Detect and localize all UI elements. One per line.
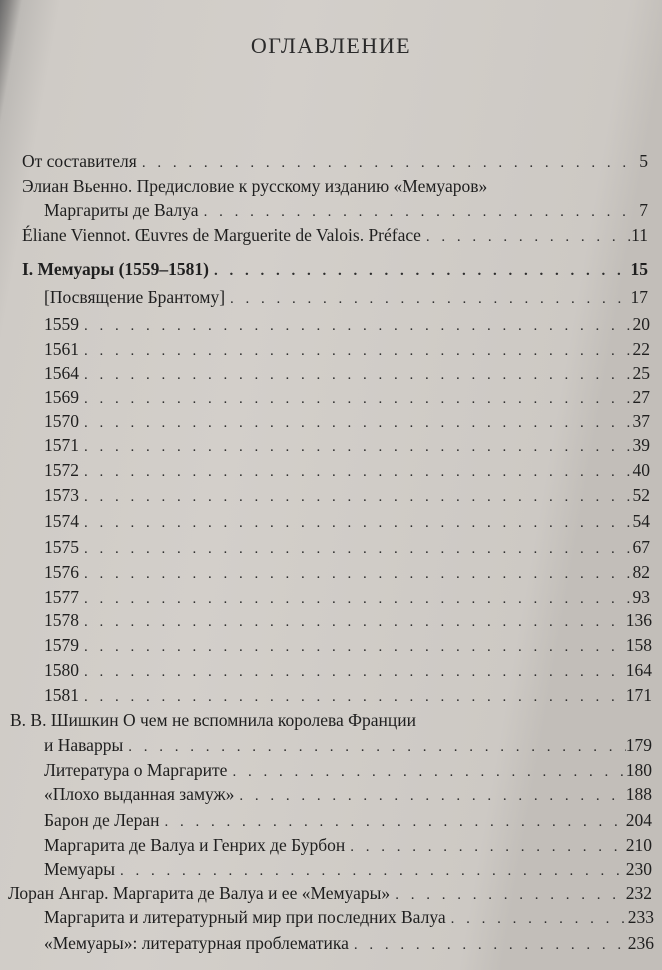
toc-entry-page: 233 <box>627 907 654 927</box>
dot-leader <box>227 761 625 783</box>
toc-entry-title: Лоран Ангар. Маргарита де Валуа и ее «Мемуары» <box>8 883 391 903</box>
dot-leader <box>123 736 626 758</box>
dot-leader <box>79 388 633 410</box>
toc-entry-title: Мемуары <box>44 859 115 879</box>
dot-leader <box>160 811 626 833</box>
toc-entry-page: 54 <box>632 511 650 531</box>
toc-entry-page: 40 <box>632 460 650 480</box>
toc-entry[interactable] <box>44 783 652 805</box>
toc-entry-page: 230 <box>625 859 652 879</box>
toc-entry-title: 1581 <box>44 685 79 705</box>
page-title: ОГЛАВЛЕНИЕ <box>250 33 412 58</box>
toc-entry-page: 236 <box>627 933 654 953</box>
toc-entry-page: 27 <box>632 387 650 407</box>
toc-entry[interactable] <box>44 932 654 954</box>
toc-entry-page: 188 <box>625 784 652 804</box>
toc-entry-title: 1572 <box>44 460 79 480</box>
toc-entry[interactable] <box>22 175 648 197</box>
toc-entry-title: «Плохо выданная замуж» <box>44 784 235 804</box>
toc-entry-page: 15 <box>630 259 648 279</box>
toc-entry[interactable] <box>44 434 650 456</box>
toc-entry-title: 1564 <box>44 363 79 383</box>
dot-leader <box>79 486 633 508</box>
toc-entry-title: Маргарита и литературный мир при последних Валуа <box>44 907 446 927</box>
toc-entry[interactable] <box>44 199 648 221</box>
toc-entry-page: 52 <box>632 485 650 505</box>
toc-entry-title: 1575 <box>44 537 79 557</box>
toc-entry-page: 179 <box>625 735 652 755</box>
dot-leader <box>390 884 626 906</box>
toc-entry-page: 136 <box>625 610 652 630</box>
toc-entry-page: 180 <box>625 760 652 780</box>
toc-entry[interactable] <box>44 338 650 360</box>
toc-entry-title: Элиан Вьенно. Предисловие к русскому изданию «Мемуаров» <box>22 176 488 196</box>
toc-entry[interactable] <box>44 858 652 880</box>
toc-entry-page: 164 <box>625 660 652 680</box>
toc-entry[interactable] <box>8 882 652 904</box>
toc-section-heading[interactable] <box>22 258 648 280</box>
dot-leader <box>79 661 626 683</box>
dot-leader <box>79 461 633 483</box>
toc-entry[interactable] <box>44 734 652 756</box>
toc-entry-title: 1571 <box>44 435 79 455</box>
toc-entry-title: 1579 <box>44 635 79 655</box>
toc-entry[interactable] <box>44 586 650 608</box>
toc-entry-page: 37 <box>632 411 650 431</box>
dot-leader <box>234 785 625 807</box>
dot-leader <box>79 315 633 337</box>
dot-leader <box>79 412 633 434</box>
toc-entry-title: Маргарита де Валуа и Генрих де Бурбон <box>44 835 346 855</box>
toc-entry-page: 82 <box>632 562 650 582</box>
toc-entry-title: От составителя <box>22 151 137 171</box>
toc-entry-title: Литература о Маргарите <box>44 760 228 780</box>
toc-entry[interactable] <box>44 906 654 928</box>
dot-leader <box>446 908 628 930</box>
toc-entry-title: и Наварры <box>44 735 124 755</box>
dot-leader <box>115 860 626 882</box>
dot-leader <box>79 364 633 386</box>
toc-entry-title: Маргариты де Валуа <box>44 200 199 220</box>
toc-entry-page: 67 <box>632 537 650 557</box>
toc-entry-page: 17 <box>630 287 648 307</box>
toc-entry[interactable] <box>44 659 652 681</box>
toc-entry[interactable] <box>44 809 652 831</box>
dot-leader <box>225 288 630 310</box>
toc-entry-page: 22 <box>632 339 650 359</box>
toc-entry-title: 1577 <box>44 587 79 607</box>
dot-leader <box>199 201 632 223</box>
dot-leader <box>137 152 632 174</box>
toc-entry-title: 1559 <box>44 314 79 334</box>
toc-entry[interactable] <box>44 609 652 631</box>
toc-entry-page: 210 <box>625 835 652 855</box>
toc-entry-page: 232 <box>625 883 652 903</box>
toc-entry[interactable] <box>44 834 652 856</box>
toc-entry-title: [Посвящение Брантому] <box>44 287 226 307</box>
toc-entry-title: 1578 <box>44 610 79 630</box>
dot-leader <box>79 686 626 708</box>
toc-entry-title: Барон де Леран <box>44 810 160 830</box>
dot-leader <box>79 611 626 633</box>
dot-leader <box>79 340 633 362</box>
dot-leader <box>79 563 633 585</box>
toc-entry[interactable] <box>44 561 650 583</box>
dot-leader <box>345 836 625 858</box>
toc-entry-title: «Мемуары»: литературная проблематика <box>44 933 349 953</box>
toc-entry-page: 20 <box>632 314 650 334</box>
dot-leader <box>79 538 633 560</box>
toc-entry[interactable] <box>44 684 652 706</box>
toc-entry[interactable] <box>22 224 648 246</box>
toc-entry[interactable] <box>44 536 650 558</box>
toc-entry-title: 1573 <box>44 485 79 505</box>
toc-entry-title: I. Мемуары (1559–1581) <box>22 259 209 279</box>
toc-entry-title: В. В. Шишкин О чем не вспомнила королева Франции <box>10 710 416 730</box>
toc-entry-title: 1580 <box>44 660 79 680</box>
toc-entry[interactable] <box>10 709 650 731</box>
toc-entry-page: 93 <box>632 587 650 607</box>
toc-entry[interactable] <box>44 484 650 506</box>
toc-entry[interactable] <box>44 313 650 335</box>
toc-entry[interactable] <box>44 634 652 656</box>
toc-entry-page: 5 <box>639 151 648 171</box>
toc-entry-page: 39 <box>632 435 650 455</box>
toc-entry[interactable] <box>44 510 650 532</box>
toc-entry-page: 7 <box>639 200 648 220</box>
toc-entry-page: 11 <box>631 225 648 245</box>
toc-entry-title: 1569 <box>44 387 79 407</box>
toc-entry-page: 25 <box>632 363 650 383</box>
toc-entry-page: 158 <box>625 635 652 655</box>
toc-entry-title: Éliane Viennot. Œuvres de Marguerite de Valois. Préface <box>22 225 421 245</box>
toc-entry-page: 204 <box>625 810 652 830</box>
toc-entry[interactable] <box>22 150 648 172</box>
toc-entry-page: 171 <box>625 685 652 705</box>
toc-entry[interactable] <box>44 459 650 481</box>
toc-entry[interactable] <box>44 410 650 432</box>
dot-leader <box>209 260 631 282</box>
dot-leader <box>79 436 633 458</box>
dot-leader <box>79 588 633 610</box>
toc-entry-title: 1561 <box>44 339 79 359</box>
toc-entry[interactable] <box>44 362 650 384</box>
toc-entry-title: 1576 <box>44 562 79 582</box>
toc-entry-title: 1574 <box>44 511 79 531</box>
dot-leader <box>79 512 633 534</box>
toc-entry-title: 1570 <box>44 411 79 431</box>
dot-leader <box>79 636 626 658</box>
dot-leader <box>421 226 631 248</box>
toc-entry[interactable] <box>44 286 648 308</box>
toc-entry[interactable] <box>44 759 652 781</box>
toc-entry[interactable] <box>44 386 650 408</box>
dot-leader <box>349 934 628 956</box>
